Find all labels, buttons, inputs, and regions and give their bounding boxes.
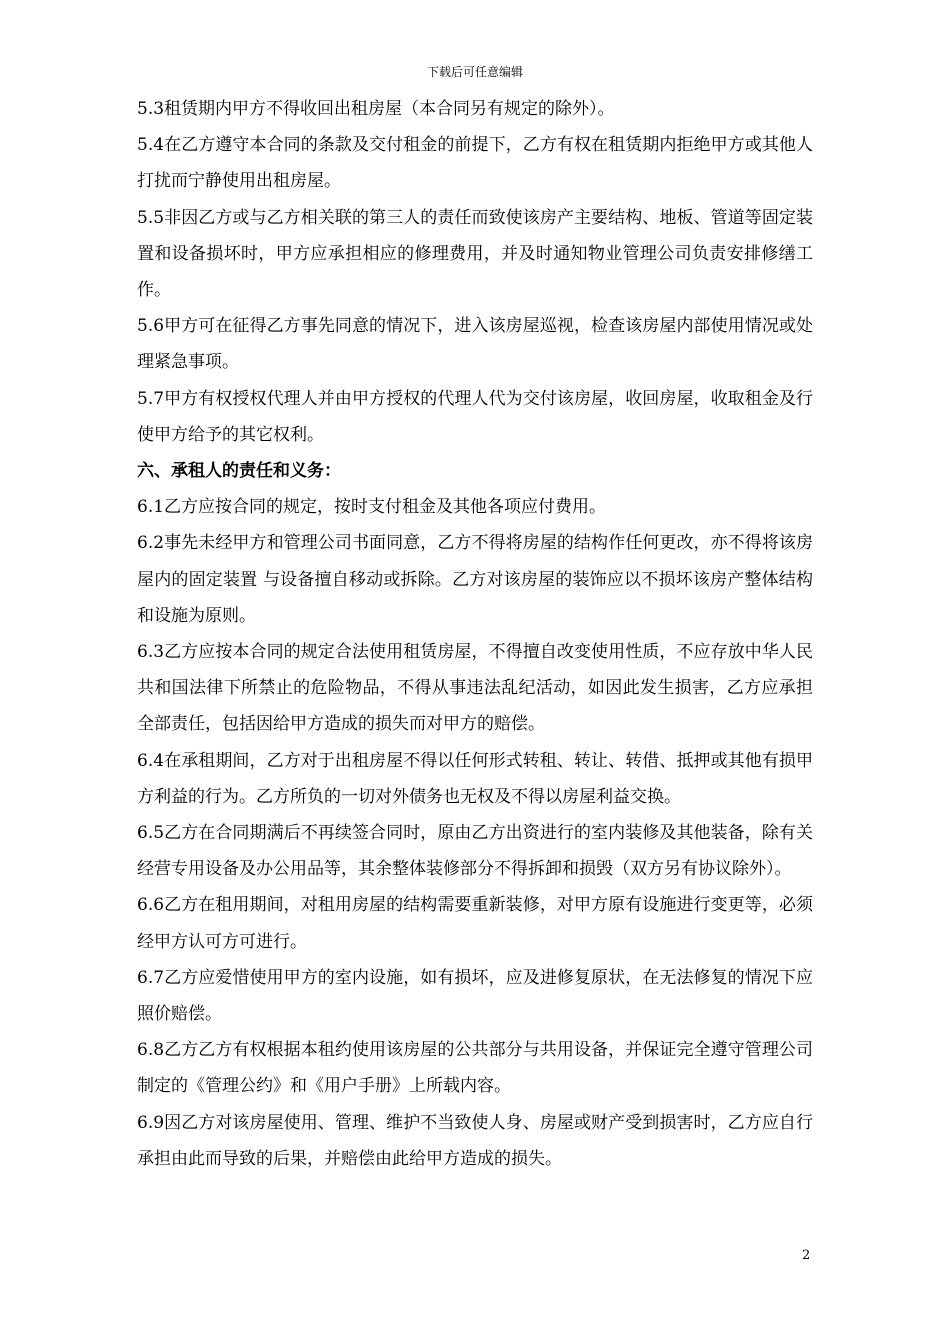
page-number: 2 bbox=[802, 1248, 811, 1263]
page-header-note: 下载后可任意编辑 bbox=[426, 65, 523, 79]
clause-6-6: 6.6乙方在租用期间，对租用房屋的结构需要重新装修，对甲方原有设施进行变更等，必须经甲方认可方可进行。 bbox=[137, 895, 813, 952]
clause-6-3: 6.3乙方应按本合同的规定合法使用租赁房屋，不得擅自改变使用性质，不应存放中华人民共和国法律下所禁止的危险物品，不得从事违法乱纪活动，如因此发生损害，乙方应承担全部责任，包括因给甲方造成的损失而对甲方的赔偿。 bbox=[137, 642, 813, 735]
clause-6-4: 6.4在承租期间，乙方对于出租房屋不得以任何形式转租、转让、转借、抵押或其他有损甲方利益的行为。乙方所负的一切对外债务也无权及不得以房屋利益交换。 bbox=[137, 750, 813, 807]
clause-5-5: 5.5非因乙方或与乙方相关联的第三人的责任而致使该房产主要结构、地板、管道等固定装置和设备损坏时，甲方应承担相应的修理费用，并及时通知物业管理公司负责安排修缮工作。 bbox=[137, 207, 813, 301]
clause-6-2: 6.2事先未经甲方和管理公司书面同意，乙方不得将房屋的结构作任何更改，亦不得将该房屋内的固定装置 与设备擅自移动或拆除。乙方对该房屋的装饰应以不损坏该房产整体结构和设施为原则。 bbox=[137, 533, 813, 626]
section-heading-6: 六、承租人的责任和义务： bbox=[137, 461, 341, 482]
clause-6-7: 6.7乙方应爱惜使用甲方的室内设施，如有损坏，应及进修复原状，在无法修复的情况下应照价赔偿。 bbox=[137, 967, 813, 1025]
clause-5-7: 5.7甲方有权授权代理人并由甲方授权的代理人代为交付该房屋，收回房屋，收取租金及行使甲方给予的其它权利。 bbox=[137, 388, 813, 445]
clause-6-1: 6.1乙方应按合同的规定，按时支付租金及其他各项应付费用。 bbox=[137, 497, 607, 518]
clause-5-4: 5.4在乙方遵守本合同的条款及交付租金的前提下，乙方有权在租赁期内拒绝甲方或其他人打扰而宁静使用出租房屋。 bbox=[137, 135, 813, 192]
clause-6-5: 6.5乙方在合同期满后不再续签合同时，原由乙方出资进行的室内装修及其他装备，除有关经营专用设备及办公用品等，其余整体装修部分不得拆卸和损毁（双方另有协议除外）。 bbox=[137, 823, 813, 880]
clause-6-8: 6.8乙方乙方有权根据本租约使用该房屋的公共部分与共用设备，并保证完全遵守管理公司制定的《管理公约》和《用户手册》上所载内容。 bbox=[137, 1040, 813, 1097]
document-body bbox=[137, 91, 813, 1177]
clause-5-6: 5.6甲方可在征得乙方事先同意的情况下，进入该房屋巡视，检查该房屋内部使用情况或处理紧急事项。 bbox=[137, 316, 813, 373]
clause-6-9: 6.9因乙方对该房屋使用、管理、维护不当致使人身、房屋或财产受到损害时，乙方应自行承担由此而导致的后果，并赔偿由此给甲方造成的损失。 bbox=[137, 1112, 813, 1169]
clause-5-3: 5.3租赁期内甲方不得收回出租房屋（本合同另有规定的除外）。 bbox=[137, 99, 615, 119]
